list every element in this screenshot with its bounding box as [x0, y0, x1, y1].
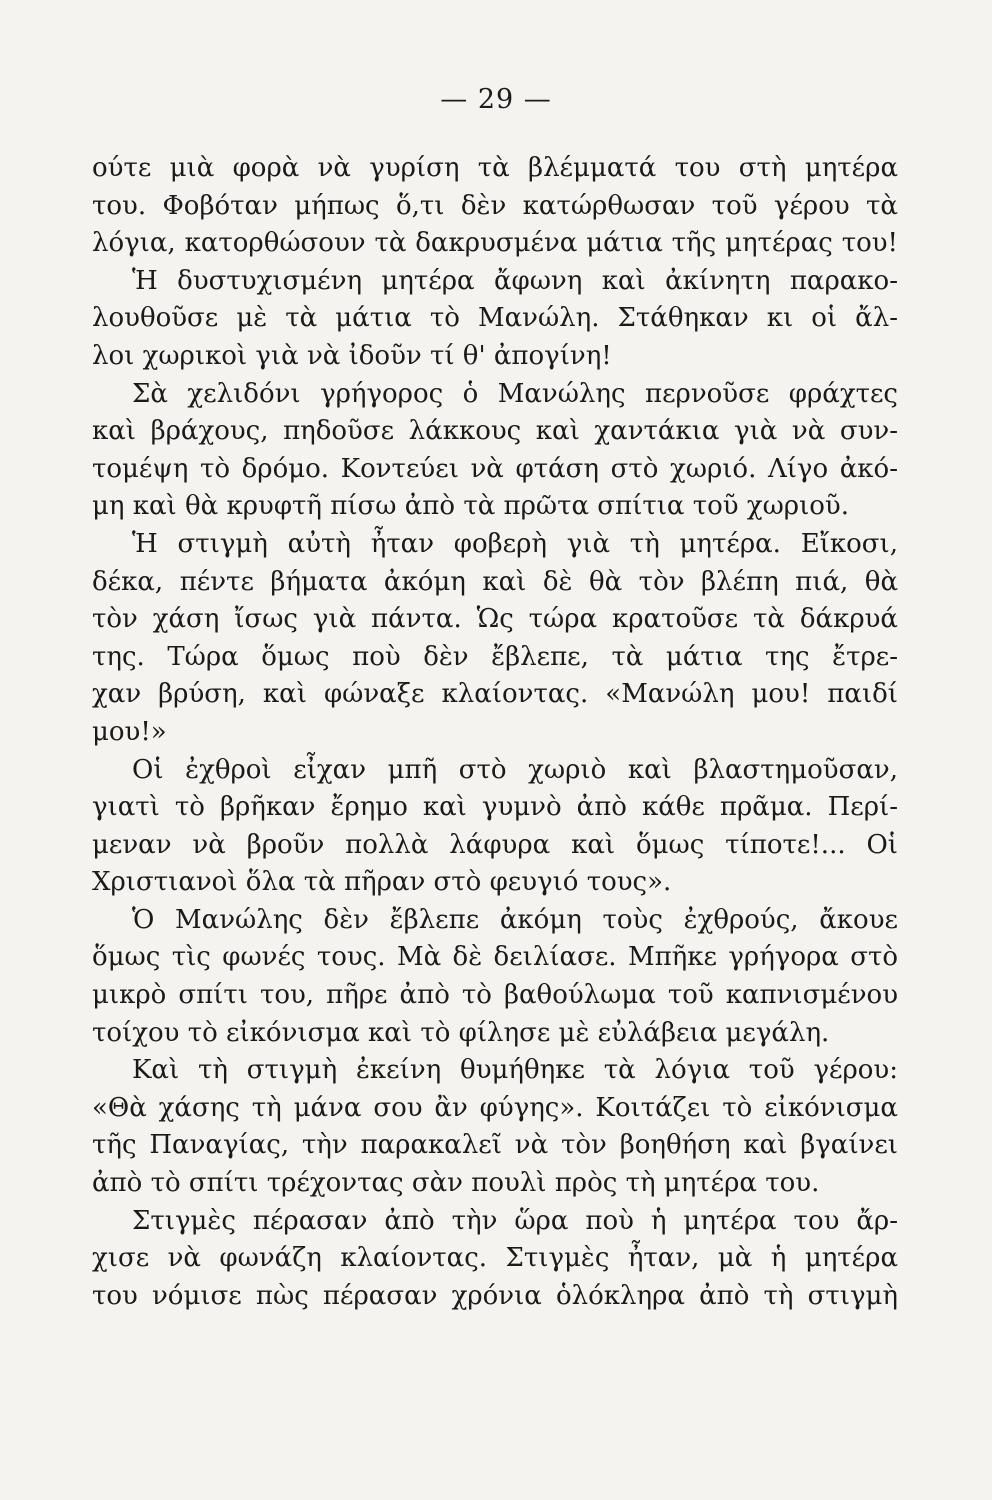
text-line: Ἡ στιγμὴ αὐτὴ ἦταν φοβερὴ γιὰ τὴ μητέρα. Εἴκοσι, — [132, 528, 898, 559]
page-number: — 29 — — [440, 84, 552, 115]
text-line: γιατὶ τὸ βρῆκαν ἔρημο καὶ γυμνὸ ἀπὸ κάθε πρᾶμα. Περί- — [92, 792, 898, 823]
text-line: τὸν χάση ἴσως γιὰ πάντα. Ὡς τώρα κρατοῦσε τὰ δάκρυά — [92, 604, 898, 635]
body-text — [92, 150, 898, 1315]
text-line: της. Τώρα ὅμως ποὺ δὲν ἔβλεπε, τὰ μάτια της ἔτρε- — [92, 641, 898, 672]
text-line: λουθοῦσε μὲ τὰ μάτια τὸ Μανώλη. Στάθηκαν κι οἱ ἄλ- — [92, 303, 898, 334]
text-line: Στιγμὲς πέρασαν ἀπὸ τὴν ὥρα ποὺ ἡ μητέρα του ἄρ- — [132, 1205, 898, 1236]
text-line: Ἡ δυστυχισμένη μητέρα ἄφωνη καὶ ἀκίνητη παρακο- — [132, 265, 898, 296]
text-line: Καὶ τὴ στιγμὴ ἐκείνη θυμήθηκε τὰ λόγια τοῦ γέρου: — [132, 1055, 898, 1086]
text-line: ὅμως τὶς φωνές τους. Μὰ δὲ δειλίασε. Μπῆκε γρήγορα στὸ — [92, 942, 898, 973]
text-line: μικρὸ σπίτι του, πῆρε ἀπὸ τὸ βαθούλωμα τοῦ καπνισμένου — [92, 980, 898, 1011]
text-line: δέκα, πέντε βήματα ἀκόμη καὶ δὲ θὰ τὸν βλέπη πιά, θὰ — [92, 566, 898, 597]
text-line: ούτε μιὰ φορὰ νὰ γυρίση τὰ βλέμματά του στὴ μητέρα — [92, 153, 898, 183]
text-line: τοίχου τὸ εἰκόνισμα καὶ τὸ φίλησε μὲ εὐλάβεια μεγάλη. — [92, 1017, 830, 1048]
text-line: λόγια, κατορθώσουν τὰ δακρυσμένα μάτια τῆς μητέρας του! — [92, 228, 898, 259]
text-line: Χριστιανοὶ ὅλα τὰ πῆραν στὸ φευγιό τους». — [92, 867, 672, 898]
text-line: του νόμισε πὼς πέρασαν χρόνια ὁλόκληρα ἀπὸ τὴ στιγμὴ — [92, 1280, 898, 1311]
text-line: μου!» — [92, 716, 167, 747]
text-line: χαν βρύση, καὶ φώναξε κλαίοντας. «Μανώλη μου! παιδί — [92, 679, 898, 710]
text-line: Σὰ χελιδόνι γρήγορος ὁ Μανώλης περνοῦσε φράχτες — [132, 378, 898, 409]
text-line: καὶ βράχους, πηδοῦσε λάκκους καὶ χαντάκια γιὰ νὰ συν- — [92, 416, 898, 447]
text-line: τῆς Παναγίας, τὴν παρακαλεῖ νὰ τὸν βοηθήση καὶ βγαίνει — [92, 1130, 898, 1161]
text-line: λοι χωρικοὶ γιὰ νὰ ἰδοῦν τί θ' ἀπογίνη! — [92, 340, 612, 371]
text-line: χισε νὰ φωνάζη κλαίοντας. Στιγμὲς ἦταν, μὰ ἡ μητέρα — [92, 1243, 898, 1274]
text-line: Οἱ ἐχθροὶ εἶχαν μπῆ στὸ χωριὸ καὶ βλαστημοῦσαν, — [132, 754, 898, 785]
text-line: τομέψη τὸ δρόμο. Κοντεύει νὰ φτάση στὸ χωριό. Λίγο ἀκό- — [92, 453, 898, 484]
text-line: μεναν νὰ βροῦν πολλὰ λάφυρα καὶ ὅμως τίποτε!... Οἱ — [92, 829, 898, 860]
text-line: Ὁ Μανώλης δὲν ἔβλεπε ἀκόμη τοὺς ἐχθρούς, ἄκουε — [132, 904, 898, 935]
text-line: μη καὶ θὰ κρυφτῆ πίσω ἀπὸ τὰ πρῶτα σπίτια τοῦ χωριοῦ. — [92, 491, 849, 522]
text-line: του. Φοβόταν μήπως ὅ,τι δὲν κατώρθωσαν τοῦ γέρου τὰ — [92, 190, 898, 221]
text-line: ἀπὸ τὸ σπίτι τρέχοντας σὰν πουλὶ πρὸς τὴ μητέρα του. — [92, 1168, 820, 1199]
text-line: «Θὰ χάσης τὴ μάνα σου ἂν φύγης». Κοιτάζει τὸ εἰκόνισμα — [92, 1092, 898, 1123]
